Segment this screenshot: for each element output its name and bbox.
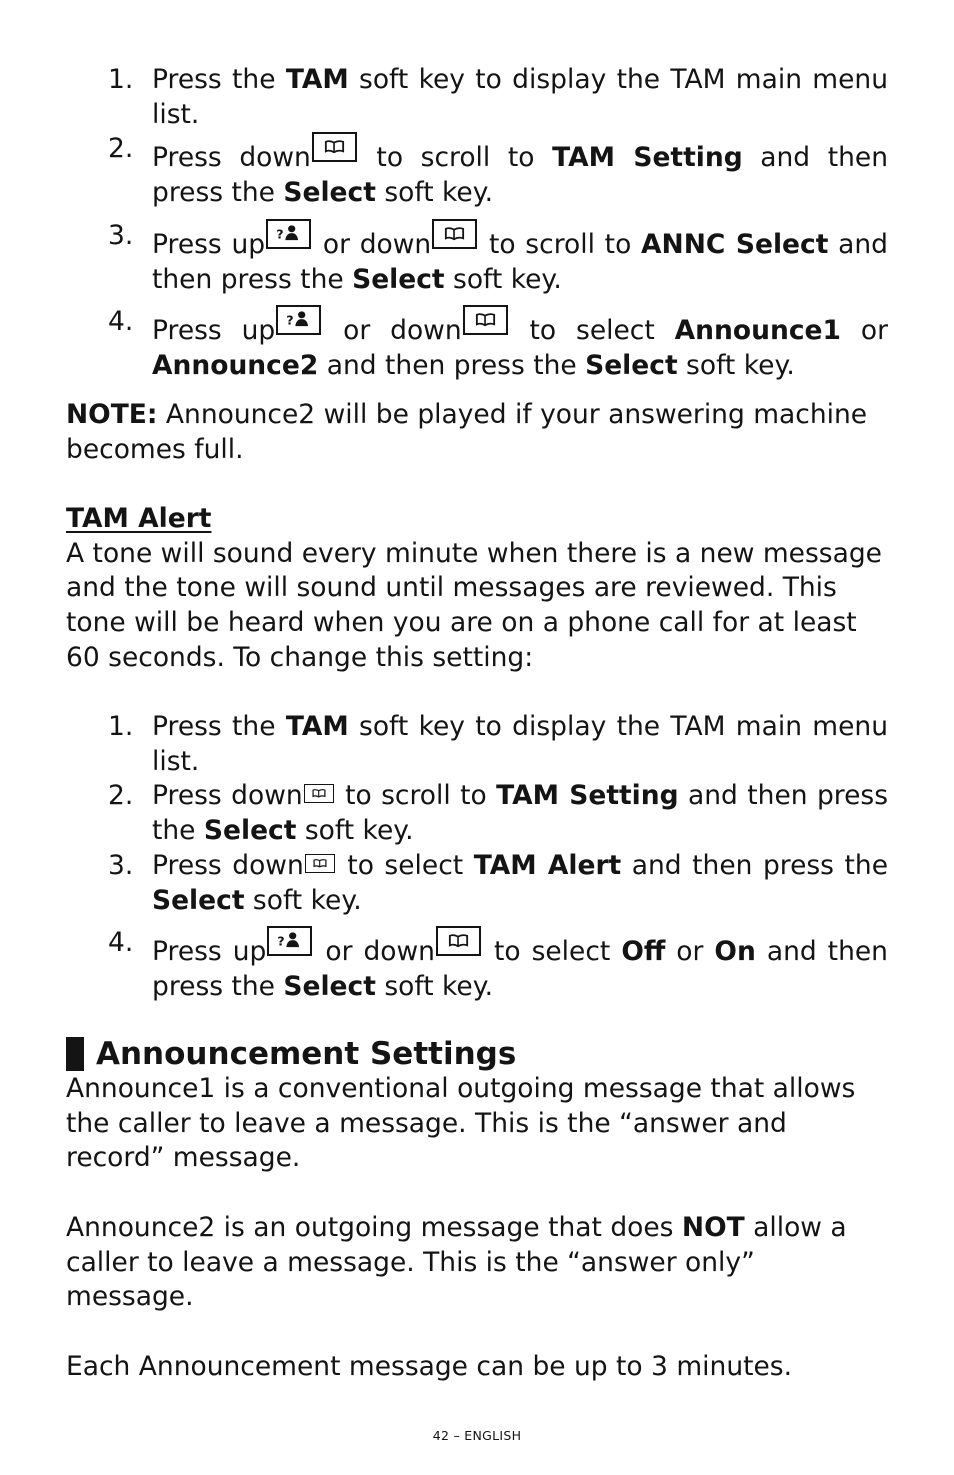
phonebook-down-key-icon [304, 784, 334, 803]
list-item: 4. Press up ? or down to select Announce1 or Announce2 and then press the Select soft key. [108, 306, 888, 381]
page-footer: 42 – ENGLISH [432, 1428, 522, 1443]
tam-alert-section [66, 502, 888, 676]
step-number: 2. [108, 780, 134, 812]
step-number: 1. [108, 64, 134, 95]
section-heading: TAM Alert [66, 503, 212, 534]
caller-id-up-key-icon [267, 926, 312, 956]
svg-text:?: ? [286, 312, 294, 328]
note-label: NOTE: [66, 399, 158, 430]
phonebook-down-key-icon [436, 926, 481, 956]
svg-text:?: ? [276, 226, 284, 242]
step-number: 4. [108, 306, 134, 338]
tam-alert-steps [66, 710, 888, 1005]
duration-paragraph: Each Announcement message can be up to 3 minutes. [66, 1351, 793, 1382]
list-item: 2. Press down to scroll to TAM Setting and then press the Select soft key. [108, 133, 888, 209]
list-item: 1. Press the TAM soft key to display the TAM main menu list. [108, 711, 888, 777]
caller-id-up-key-icon [276, 305, 321, 335]
tam-setting-steps [66, 63, 888, 384]
announce2-paragraph: Announce2 is an outgoing message that does NOT allow a caller to leave a message. This is the “answer only” message. [66, 1212, 847, 1313]
step-number: 3. [108, 219, 134, 251]
step-number: 1. [108, 711, 134, 742]
phonebook-down-key-icon [432, 219, 477, 249]
list-item: 4. Press up ? or down to select Off or On and then press the Select soft key. [108, 927, 888, 1002]
list-item: 3. Press up ? or down to scroll to ANNC Select and then press the Select soft key. [108, 219, 889, 295]
phonebook-down-key-icon [312, 132, 357, 162]
phonebook-down-key-icon [463, 305, 508, 335]
section-marker-icon [66, 1037, 84, 1071]
tam-alert-body: A tone will sound every minute when there is a new message and the tone will sound until messages are reviewed. This tone will be heard when you are on a phone call for at least 60 seconds. To change this setting: [66, 537, 882, 673]
announce1-paragraph: Announce1 is a conventional outgoing message that allows the caller to leave a message. This is the “answer and record” message. [66, 1073, 856, 1174]
list-item: 1. Press the TAM soft key to display the TAM main menu list. [108, 64, 888, 130]
step-number: 2. [108, 133, 134, 165]
svg-text:?: ? [277, 933, 285, 949]
step-number: 3. [108, 849, 134, 881]
phonebook-down-key-icon [305, 854, 335, 873]
caller-id-up-key-icon [266, 219, 311, 249]
note-paragraph: NOTE: Announce2 will be played if your answering machine becomes full. [66, 399, 868, 465]
list-item: 2. Press down to scroll to TAM Setting and then press the Select soft key. [108, 780, 889, 847]
step-number: 4. [108, 927, 134, 959]
list-item: 3. Press down to select TAM Alert and then press the Select soft key. [108, 849, 889, 916]
section-title: Announcement Settings [66, 1033, 516, 1075]
